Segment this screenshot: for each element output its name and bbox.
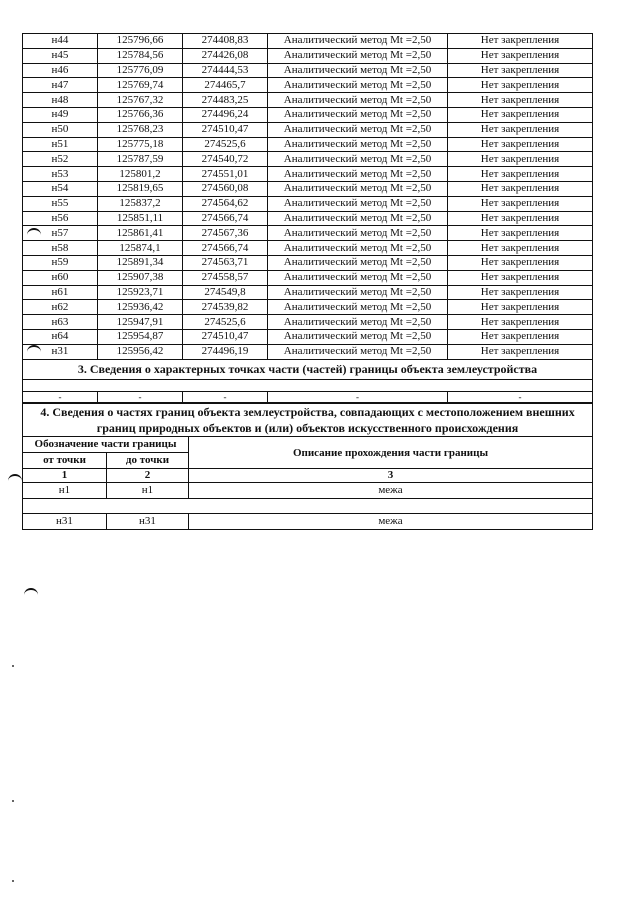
part-description: межа	[189, 483, 593, 499]
method-accuracy: Аналитический метод Mt =2,50	[268, 34, 448, 49]
coordinates-table	[22, 33, 593, 403]
x-coordinate: 125923,71	[98, 285, 183, 300]
header-group: Обозначение части границы	[23, 437, 189, 453]
y-coordinate: 274566,74	[183, 241, 268, 256]
coordinate-row	[23, 344, 593, 359]
x-coordinate: 125766,36	[98, 107, 183, 122]
point-id: н45	[23, 48, 98, 63]
y-coordinate: 274525,6	[183, 137, 268, 152]
y-coordinate: 274496,19	[183, 344, 268, 359]
boundary-part-row	[23, 514, 593, 530]
coordinate-row	[23, 226, 593, 241]
y-coordinate: 274540,72	[183, 152, 268, 167]
section4-header-row	[23, 437, 593, 453]
dash-cell: -	[183, 391, 268, 402]
coordinate-row	[23, 315, 593, 330]
fixing-type: Нет закрепления	[448, 152, 593, 167]
point-id: н48	[23, 93, 98, 108]
section4-title: 4. Сведения о частях границ объекта землеустройства, совпадающих с местоположением внешних границ природных объектов и (или) объектов искусственного происхождения	[23, 404, 593, 437]
y-coordinate: 274510,47	[183, 329, 268, 344]
coordinate-row	[23, 78, 593, 93]
fixing-type: Нет закрепления	[448, 167, 593, 182]
y-coordinate: 274558,57	[183, 270, 268, 285]
point-id: н47	[23, 78, 98, 93]
coordinate-row	[23, 34, 593, 49]
method-accuracy: Аналитический метод Mt =2,50	[268, 211, 448, 226]
point-id: н60	[23, 270, 98, 285]
method-accuracy: Аналитический метод Mt =2,50	[268, 63, 448, 78]
column-number: 2	[107, 469, 189, 483]
y-coordinate: 274567,36	[183, 226, 268, 241]
fixing-type: Нет закрепления	[448, 211, 593, 226]
method-accuracy: Аналитический метод Mt =2,50	[268, 226, 448, 241]
y-coordinate: 274444,53	[183, 63, 268, 78]
binder-mark	[8, 474, 22, 482]
fixing-type: Нет закрепления	[448, 196, 593, 211]
x-coordinate: 125936,42	[98, 300, 183, 315]
x-coordinate: 125775,18	[98, 137, 183, 152]
from-point: н1	[23, 483, 107, 499]
to-point: н31	[107, 514, 189, 530]
dash-cell: -	[23, 391, 98, 402]
coordinate-row	[23, 329, 593, 344]
coordinate-row	[23, 300, 593, 315]
point-id: н52	[23, 152, 98, 167]
method-accuracy: Аналитический метод Mt =2,50	[268, 255, 448, 270]
fixing-type: Нет закрепления	[448, 107, 593, 122]
x-coordinate: 125874,1	[98, 241, 183, 256]
method-accuracy: Аналитический метод Mt =2,50	[268, 48, 448, 63]
coordinate-row	[23, 241, 593, 256]
coordinate-row	[23, 181, 593, 196]
coordinate-row	[23, 167, 593, 182]
dash-cell: -	[98, 391, 183, 402]
fixing-type: Нет закрепления	[448, 48, 593, 63]
from-point: н31	[23, 514, 107, 530]
point-id: н50	[23, 122, 98, 137]
binder-mark	[24, 588, 38, 596]
x-coordinate: 125767,32	[98, 93, 183, 108]
fixing-type: Нет закрепления	[448, 285, 593, 300]
point-id: н54	[23, 181, 98, 196]
x-coordinate: 125776,09	[98, 63, 183, 78]
section3-blank-row	[23, 379, 593, 391]
method-accuracy: Аналитический метод Mt =2,50	[268, 344, 448, 359]
coordinate-row	[23, 137, 593, 152]
fixing-type: Нет закрепления	[448, 122, 593, 137]
coordinate-row	[23, 211, 593, 226]
y-coordinate: 274560,08	[183, 181, 268, 196]
x-coordinate: 125819,65	[98, 181, 183, 196]
spacer-row	[23, 499, 593, 514]
x-coordinate: 125768,23	[98, 122, 183, 137]
fixing-type: Нет закрепления	[448, 300, 593, 315]
section3-dash-row	[23, 391, 593, 402]
x-coordinate: 125891,34	[98, 255, 183, 270]
part-description: межа	[189, 514, 593, 530]
method-accuracy: Аналитический метод Mt =2,50	[268, 196, 448, 211]
method-accuracy: Аналитический метод Mt =2,50	[268, 181, 448, 196]
binder-mark	[27, 228, 41, 236]
x-coordinate: 125787,59	[98, 152, 183, 167]
y-coordinate: 274465,7	[183, 78, 268, 93]
y-coordinate: 274566,74	[183, 211, 268, 226]
point-id: н58	[23, 241, 98, 256]
x-coordinate: 125769,74	[98, 78, 183, 93]
coordinate-row	[23, 93, 593, 108]
x-coordinate: 125784,56	[98, 48, 183, 63]
fixing-type: Нет закрепления	[448, 226, 593, 241]
y-coordinate: 274426,08	[183, 48, 268, 63]
y-coordinate: 274539,82	[183, 300, 268, 315]
method-accuracy: Аналитический метод Mt =2,50	[268, 107, 448, 122]
method-accuracy: Аналитический метод Mt =2,50	[268, 78, 448, 93]
fixing-type: Нет закрепления	[448, 255, 593, 270]
point-id: н44	[23, 34, 98, 49]
point-id: н64	[23, 329, 98, 344]
scan-dot	[12, 665, 14, 667]
coordinate-row	[23, 285, 593, 300]
coordinate-row	[23, 63, 593, 78]
method-accuracy: Аналитический метод Mt =2,50	[268, 270, 448, 285]
x-coordinate: 125801,2	[98, 167, 183, 182]
point-id: н49	[23, 107, 98, 122]
header-description: Описание прохождения части границы	[189, 437, 593, 469]
column-number: 3	[189, 469, 593, 483]
point-id: н61	[23, 285, 98, 300]
method-accuracy: Аналитический метод Mt =2,50	[268, 152, 448, 167]
point-id: н63	[23, 315, 98, 330]
x-coordinate: 125861,41	[98, 226, 183, 241]
y-coordinate: 274408,83	[183, 34, 268, 49]
binder-mark	[27, 345, 41, 353]
point-id: н51	[23, 137, 98, 152]
point-id: н31	[23, 344, 98, 359]
column-numbers-row	[23, 469, 593, 483]
method-accuracy: Аналитический метод Mt =2,50	[268, 285, 448, 300]
x-coordinate: 125796,66	[98, 34, 183, 49]
x-coordinate: 125947,91	[98, 315, 183, 330]
dash-cell: -	[448, 391, 593, 402]
header-to: до точки	[107, 453, 189, 469]
method-accuracy: Аналитический метод Mt =2,50	[268, 300, 448, 315]
coordinate-row	[23, 270, 593, 285]
method-accuracy: Аналитический метод Mt =2,50	[268, 241, 448, 256]
point-id: н55	[23, 196, 98, 211]
fixing-type: Нет закрепления	[448, 329, 593, 344]
scan-dot	[12, 880, 14, 882]
x-coordinate: 125851,11	[98, 211, 183, 226]
boundary-part-row	[23, 483, 593, 499]
section3-title-row	[23, 359, 593, 379]
method-accuracy: Аналитический метод Mt =2,50	[268, 93, 448, 108]
section3-title: 3. Сведения о характерных точках части (частей) границы объекта землеустройства	[23, 359, 593, 379]
coordinate-row	[23, 196, 593, 211]
y-coordinate: 274551,01	[183, 167, 268, 182]
fixing-type: Нет закрепления	[448, 181, 593, 196]
column-number: 1	[23, 469, 107, 483]
coordinate-row	[23, 152, 593, 167]
section4-title-row	[23, 404, 593, 437]
coordinate-row	[23, 48, 593, 63]
fixing-type: Нет закрепления	[448, 78, 593, 93]
fixing-type: Нет закрепления	[448, 270, 593, 285]
boundary-parts-table	[22, 403, 593, 530]
x-coordinate: 125907,38	[98, 270, 183, 285]
fixing-type: Нет закрепления	[448, 137, 593, 152]
coordinates-table-body	[23, 34, 593, 360]
y-coordinate: 274483,25	[183, 93, 268, 108]
y-coordinate: 274510,47	[183, 122, 268, 137]
method-accuracy: Аналитический метод Mt =2,50	[268, 137, 448, 152]
coordinate-row	[23, 107, 593, 122]
dash-cell: -	[268, 391, 448, 402]
scan-dot	[12, 800, 14, 802]
y-coordinate: 274563,71	[183, 255, 268, 270]
coordinate-row	[23, 255, 593, 270]
fixing-type: Нет закрепления	[448, 315, 593, 330]
x-coordinate: 125954,87	[98, 329, 183, 344]
method-accuracy: Аналитический метод Mt =2,50	[268, 329, 448, 344]
fixing-type: Нет закрепления	[448, 63, 593, 78]
fixing-type: Нет закрепления	[448, 344, 593, 359]
fixing-type: Нет закрепления	[448, 93, 593, 108]
y-coordinate: 274496,24	[183, 107, 268, 122]
x-coordinate: 125956,42	[98, 344, 183, 359]
point-id: н46	[23, 63, 98, 78]
header-from: от точки	[23, 453, 107, 469]
x-coordinate: 125837,2	[98, 196, 183, 211]
method-accuracy: Аналитический метод Mt =2,50	[268, 122, 448, 137]
y-coordinate: 274564,62	[183, 196, 268, 211]
method-accuracy: Аналитический метод Mt =2,50	[268, 167, 448, 182]
y-coordinate: 274549,8	[183, 285, 268, 300]
point-id: н62	[23, 300, 98, 315]
point-id: н56	[23, 211, 98, 226]
to-point: н1	[107, 483, 189, 499]
y-coordinate: 274525,6	[183, 315, 268, 330]
coordinate-row	[23, 122, 593, 137]
method-accuracy: Аналитический метод Mt =2,50	[268, 315, 448, 330]
point-id: н59	[23, 255, 98, 270]
point-id: н53	[23, 167, 98, 182]
point-id: н57	[23, 226, 98, 241]
fixing-type: Нет закрепления	[448, 34, 593, 49]
fixing-type: Нет закрепления	[448, 241, 593, 256]
